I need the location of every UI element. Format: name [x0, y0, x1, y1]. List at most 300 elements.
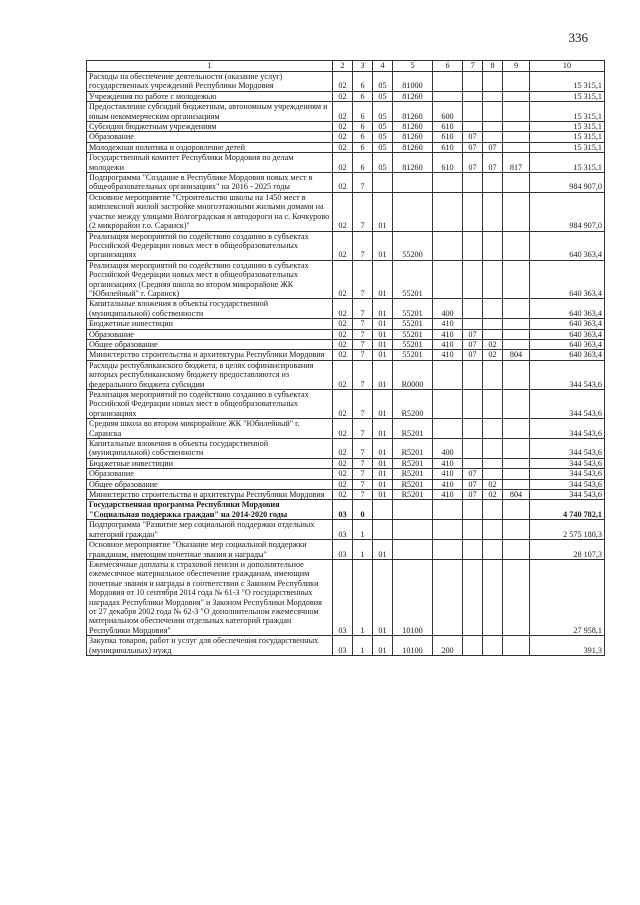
cell-c6: 400 — [433, 439, 463, 459]
cell-c5: 81260 — [393, 153, 433, 173]
cell-c4 — [373, 173, 393, 193]
cell-amount: 344 543,6 — [530, 390, 605, 419]
cell-c9 — [503, 390, 530, 419]
col-header: 1 — [87, 61, 333, 72]
cell-c5: R5201 — [393, 419, 433, 439]
cell-c9 — [503, 91, 530, 101]
table-row — [87, 419, 605, 439]
cell-c6 — [433, 72, 463, 92]
cell-c3: 6 — [353, 72, 373, 92]
cell-c6: 610 — [433, 142, 463, 152]
cell-c3: 7 — [353, 390, 373, 419]
cell-c2: 02 — [333, 329, 353, 339]
row-name: Капитальные вложения в объекты государственной (муниципальной) собственности — [87, 439, 333, 459]
cell-c2: 02 — [333, 479, 353, 489]
cell-amount: 344 543,6 — [530, 458, 605, 468]
cell-c4: 01 — [373, 260, 393, 299]
cell-c6 — [433, 173, 463, 193]
cell-c5: 81260 — [393, 102, 433, 122]
cell-amount: 344 543,6 — [530, 469, 605, 479]
table-row — [87, 260, 605, 299]
cell-c7 — [463, 390, 483, 419]
cell-c9: 817 — [503, 153, 530, 173]
cell-c8 — [483, 72, 503, 92]
cell-c4: 01 — [373, 360, 393, 389]
cell-c9 — [503, 419, 530, 439]
cell-c7 — [463, 439, 483, 459]
cell-c7 — [463, 102, 483, 122]
cell-c8 — [483, 319, 503, 329]
cell-amount: 15 315,1 — [530, 102, 605, 122]
cell-c5 — [393, 173, 433, 193]
cell-c6: 410 — [433, 469, 463, 479]
cell-c4: 01 — [373, 540, 393, 560]
cell-c7 — [463, 260, 483, 299]
cell-c9 — [503, 231, 530, 260]
cell-c5: R5201 — [393, 469, 433, 479]
cell-amount: 15 315,1 — [530, 122, 605, 132]
cell-c7: 07 — [463, 142, 483, 152]
cell-c5: 10100 — [393, 636, 433, 656]
cell-c4: 05 — [373, 102, 393, 122]
cell-c6: 610 — [433, 122, 463, 132]
cell-c3: 7 — [353, 260, 373, 299]
cell-c7: 07 — [463, 329, 483, 339]
cell-amount: 344 543,6 — [530, 419, 605, 439]
cell-c9 — [503, 299, 530, 319]
cell-c8 — [483, 500, 503, 520]
cell-c7: 07 — [463, 490, 483, 500]
cell-c5: 55201 — [393, 329, 433, 339]
cell-c9 — [503, 479, 530, 489]
cell-c5: 55201 — [393, 299, 433, 319]
cell-c9 — [503, 360, 530, 389]
cell-c2: 02 — [333, 299, 353, 319]
cell-c6 — [433, 192, 463, 231]
cell-c2: 02 — [333, 72, 353, 92]
cell-c9 — [503, 122, 530, 132]
row-name: Государственный комитет Республики Мордовия по делам молодежи — [87, 153, 333, 173]
cell-c4: 01 — [373, 458, 393, 468]
cell-c2: 02 — [333, 469, 353, 479]
cell-c5: 81260 — [393, 142, 433, 152]
cell-c3: 6 — [353, 91, 373, 101]
cell-c7: 07 — [463, 153, 483, 173]
cell-c3: 1 — [353, 540, 373, 560]
cell-c8 — [483, 469, 503, 479]
cell-c8 — [483, 260, 503, 299]
cell-c8: 07 — [483, 153, 503, 173]
cell-c4: 05 — [373, 153, 393, 173]
table-row — [87, 520, 605, 540]
row-name: Образование — [87, 469, 333, 479]
cell-c3: 6 — [353, 122, 373, 132]
cell-c8 — [483, 102, 503, 122]
cell-c7 — [463, 360, 483, 389]
table-row — [87, 319, 605, 329]
cell-amount: 640 363,4 — [530, 350, 605, 360]
cell-c6 — [433, 360, 463, 389]
cell-c5 — [393, 192, 433, 231]
cell-c6: 600 — [433, 102, 463, 122]
cell-c6: 410 — [433, 458, 463, 468]
cell-c7 — [463, 419, 483, 439]
cell-c4: 01 — [373, 559, 393, 635]
cell-c4: 01 — [373, 329, 393, 339]
cell-c7: 07 — [463, 479, 483, 489]
cell-c8 — [483, 458, 503, 468]
cell-c8 — [483, 91, 503, 101]
cell-c2: 02 — [333, 173, 353, 193]
col-header: 7 — [463, 61, 483, 72]
cell-c6 — [433, 559, 463, 635]
cell-c9 — [503, 72, 530, 92]
row-name: Образование — [87, 132, 333, 142]
cell-amount: 15 315,1 — [530, 153, 605, 173]
table-row — [87, 299, 605, 319]
row-name: Основное мероприятие "Строительство школы на 1450 мест в комплексной жилой застройке многоэтажными жилыми домами на участке между улицами Волгоградская и автодороги на с. Кочкурово (2 микрорайон г.о. Саранск)" — [87, 192, 333, 231]
cell-c5: 81000 — [393, 72, 433, 92]
cell-c8 — [483, 419, 503, 439]
cell-c8 — [483, 360, 503, 389]
col-header: 2 — [333, 61, 353, 72]
cell-c3: 7 — [353, 329, 373, 339]
cell-amount: 640 363,4 — [530, 299, 605, 319]
cell-c4: 01 — [373, 479, 393, 489]
table-row — [87, 439, 605, 459]
cell-amount: 15 315,1 — [530, 132, 605, 142]
cell-c7 — [463, 458, 483, 468]
cell-c8: 02 — [483, 479, 503, 489]
cell-c7: 07 — [463, 339, 483, 349]
cell-c6: 410 — [433, 479, 463, 489]
row-name: Учреждения по работе с молодежью — [87, 91, 333, 101]
col-header: 8 — [483, 61, 503, 72]
cell-c4: 01 — [373, 419, 393, 439]
cell-c9 — [503, 559, 530, 635]
cell-c9: 804 — [503, 490, 530, 500]
table-row — [87, 72, 605, 92]
cell-c2: 02 — [333, 419, 353, 439]
cell-c8: 02 — [483, 339, 503, 349]
cell-c5 — [393, 540, 433, 560]
cell-c2: 02 — [333, 439, 353, 459]
table-row — [87, 231, 605, 260]
cell-c6 — [433, 500, 463, 520]
cell-c8: 07 — [483, 142, 503, 152]
cell-c7 — [463, 192, 483, 231]
cell-c2: 02 — [333, 350, 353, 360]
cell-c9 — [503, 439, 530, 459]
cell-c6 — [433, 390, 463, 419]
table-row — [87, 350, 605, 360]
cell-c4: 01 — [373, 339, 393, 349]
cell-c6: 410 — [433, 490, 463, 500]
col-header: 6 — [433, 61, 463, 72]
table-row — [87, 490, 605, 500]
cell-c2: 02 — [333, 390, 353, 419]
cell-c2: 02 — [333, 192, 353, 231]
cell-c6 — [433, 260, 463, 299]
cell-c3: 6 — [353, 142, 373, 152]
row-name: Государственная программа Республики Мордовия "Социальная поддержка граждан" на 2014-2020 годы — [87, 500, 333, 520]
cell-c6: 410 — [433, 319, 463, 329]
cell-c9 — [503, 132, 530, 142]
cell-c5: R5201 — [393, 458, 433, 468]
cell-c9 — [503, 520, 530, 540]
row-name: Закупка товаров, работ и услуг для обеспечения государственных (муниципальных) нужд — [87, 636, 333, 656]
cell-c3: 7 — [353, 419, 373, 439]
row-name: Средняя школа во втором микрорайоне ЖК "Юбилейный" г. Саранска — [87, 419, 333, 439]
cell-c5 — [393, 520, 433, 540]
cell-c9 — [503, 329, 530, 339]
cell-c2: 02 — [333, 260, 353, 299]
cell-amount: 344 543,6 — [530, 360, 605, 389]
row-name: Бюджетные инвестиции — [87, 319, 333, 329]
cell-c6: 610 — [433, 153, 463, 173]
cell-c4: 05 — [373, 142, 393, 152]
page-number: 336 — [568, 30, 588, 45]
row-name: Предоставление субсидий бюджетным, автономным учреждениям и иным некоммерческим организациям — [87, 102, 333, 122]
cell-c8 — [483, 540, 503, 560]
row-name: Подпрограмма "Создание в Республике Мордовия новых мест в общеобразовательных организациях" на 2016 - 2025 годы — [87, 173, 333, 193]
cell-c5: 55201 — [393, 350, 433, 360]
cell-c4: 05 — [373, 91, 393, 101]
cell-c7 — [463, 72, 483, 92]
cell-amount: 984 907,0 — [530, 173, 605, 193]
cell-c4: 05 — [373, 72, 393, 92]
col-header: 9 — [503, 61, 530, 72]
cell-c6 — [433, 231, 463, 260]
cell-c5: R0000 — [393, 360, 433, 389]
cell-c2: 02 — [333, 91, 353, 101]
cell-c4: 05 — [373, 122, 393, 132]
cell-c5: R5201 — [393, 439, 433, 459]
header-row — [87, 61, 605, 72]
cell-c5: 81260 — [393, 91, 433, 101]
cell-c8 — [483, 231, 503, 260]
table-row — [87, 360, 605, 389]
row-name: Капитальные вложения в объекты государственной (муниципальной) собственности — [87, 299, 333, 319]
table-row — [87, 390, 605, 419]
table-row — [87, 102, 605, 122]
cell-amount: 15 315,1 — [530, 142, 605, 152]
cell-c4: 01 — [373, 231, 393, 260]
cell-amount: 2 575 180,3 — [530, 520, 605, 540]
cell-c3: 0 — [353, 500, 373, 520]
cell-c8: 02 — [483, 490, 503, 500]
table-row — [87, 469, 605, 479]
cell-c9 — [503, 260, 530, 299]
cell-c3: 1 — [353, 559, 373, 635]
cell-c6: 200 — [433, 636, 463, 656]
cell-c4 — [373, 500, 393, 520]
cell-c9 — [503, 319, 530, 329]
cell-c4: 01 — [373, 390, 393, 419]
cell-c7 — [463, 91, 483, 101]
cell-c6: 610 — [433, 132, 463, 142]
cell-c5: 55201 — [393, 339, 433, 349]
row-name: Основное мероприятие "Оказание мер социальной поддержки гражданам, имеющим почетные звания и награды" — [87, 540, 333, 560]
row-name: Реализация мероприятий по содействию созданию в субъектах Российской Федерации новых мест в общеобразовательных организациях — [87, 390, 333, 419]
table-row — [87, 153, 605, 173]
cell-c7 — [463, 540, 483, 560]
cell-c5: R5201 — [393, 490, 433, 500]
cell-c4: 01 — [373, 192, 393, 231]
cell-c8 — [483, 636, 503, 656]
cell-c7 — [463, 559, 483, 635]
cell-c4: 01 — [373, 636, 393, 656]
cell-amount: 15 315,1 — [530, 91, 605, 101]
cell-c7 — [463, 299, 483, 319]
cell-c4: 01 — [373, 350, 393, 360]
cell-amount: 4 740 782,1 — [530, 500, 605, 520]
cell-c7 — [463, 173, 483, 193]
table-row — [87, 91, 605, 101]
cell-c4: 01 — [373, 439, 393, 459]
cell-amount: 15 315,1 — [530, 72, 605, 92]
cell-c6 — [433, 540, 463, 560]
cell-c2: 03 — [333, 520, 353, 540]
cell-c2: 02 — [333, 360, 353, 389]
cell-amount: 640 363,4 — [530, 260, 605, 299]
cell-c6: 410 — [433, 350, 463, 360]
cell-c3: 7 — [353, 479, 373, 489]
cell-c2: 02 — [333, 490, 353, 500]
cell-c3: 6 — [353, 153, 373, 173]
cell-c8 — [483, 329, 503, 339]
cell-amount: 640 363,4 — [530, 319, 605, 329]
cell-c9 — [503, 540, 530, 560]
cell-c2: 02 — [333, 122, 353, 132]
cell-c6: 410 — [433, 339, 463, 349]
cell-amount: 344 543,6 — [530, 439, 605, 459]
cell-c7: 07 — [463, 469, 483, 479]
cell-c9 — [503, 173, 530, 193]
table-row — [87, 329, 605, 339]
table-row — [87, 636, 605, 656]
cell-amount: 640 363,4 — [530, 231, 605, 260]
cell-c3: 7 — [353, 469, 373, 479]
cell-c5: 10100 — [393, 559, 433, 635]
cell-c3: 1 — [353, 520, 373, 540]
cell-c3: 1 — [353, 636, 373, 656]
cell-c8: 02 — [483, 350, 503, 360]
cell-c2: 03 — [333, 559, 353, 635]
col-header: 5 — [393, 61, 433, 72]
table-row — [87, 540, 605, 560]
row-name: Субсидии бюджетным учреждениям — [87, 122, 333, 132]
cell-c3: 7 — [353, 360, 373, 389]
cell-c6 — [433, 419, 463, 439]
cell-amount: 640 363,4 — [530, 339, 605, 349]
row-name: Расходы республиканского бюджета, в целях софинансирования которых республиканскому бюджету предоставляются из федерального бюджета субсидии — [87, 360, 333, 389]
table-row — [87, 559, 605, 635]
cell-c3: 6 — [353, 102, 373, 122]
cell-c7 — [463, 122, 483, 132]
cell-c5: 81260 — [393, 132, 433, 142]
cell-c2: 02 — [333, 319, 353, 329]
cell-c5: 55200 — [393, 231, 433, 260]
cell-c2: 02 — [333, 458, 353, 468]
row-name: Бюджетные инвестиции — [87, 458, 333, 468]
row-name: Министерство строительства и архитектуры Республики Мордовия — [87, 350, 333, 360]
cell-c9 — [503, 339, 530, 349]
table-row — [87, 173, 605, 193]
cell-c2: 03 — [333, 500, 353, 520]
cell-c2: 02 — [333, 132, 353, 142]
row-name: Образование — [87, 329, 333, 339]
cell-c5: 55201 — [393, 319, 433, 329]
cell-c8 — [483, 122, 503, 132]
cell-c4: 05 — [373, 132, 393, 142]
cell-amount: 344 543,6 — [530, 479, 605, 489]
col-header: 4 — [373, 61, 393, 72]
col-header: 10 — [530, 61, 605, 72]
cell-c6 — [433, 520, 463, 540]
cell-c8 — [483, 173, 503, 193]
cell-c7 — [463, 636, 483, 656]
row-name: Общее образование — [87, 339, 333, 349]
cell-c8 — [483, 132, 503, 142]
cell-c2: 02 — [333, 153, 353, 173]
cell-c2: 02 — [333, 102, 353, 122]
cell-c9: 804 — [503, 350, 530, 360]
table-row — [87, 458, 605, 468]
cell-c8 — [483, 559, 503, 635]
cell-c3: 7 — [353, 439, 373, 459]
cell-c9 — [503, 192, 530, 231]
table-row — [87, 500, 605, 520]
table-row — [87, 339, 605, 349]
cell-c3: 6 — [353, 132, 373, 142]
cell-c3: 7 — [353, 458, 373, 468]
cell-c2: 02 — [333, 231, 353, 260]
cell-c5: R5201 — [393, 479, 433, 489]
cell-c7 — [463, 500, 483, 520]
cell-c3: 7 — [353, 192, 373, 231]
row-name: Молодежная политика и оздоровление детей — [87, 142, 333, 152]
cell-c2: 03 — [333, 540, 353, 560]
cell-c7 — [463, 319, 483, 329]
cell-c4: 01 — [373, 319, 393, 329]
cell-c7: 07 — [463, 350, 483, 360]
cell-amount: 344 543,6 — [530, 490, 605, 500]
cell-c7 — [463, 520, 483, 540]
cell-c3: 7 — [353, 231, 373, 260]
cell-amount: 27 958,1 — [530, 559, 605, 635]
cell-c6 — [433, 91, 463, 101]
cell-c9 — [503, 500, 530, 520]
cell-c8 — [483, 192, 503, 231]
cell-c3: 7 — [353, 173, 373, 193]
cell-c9 — [503, 458, 530, 468]
row-name: Реализация мероприятий по содействию созданию в субъектах Российской Федерации новых мест в общеобразовательных организациях — [87, 231, 333, 260]
cell-c2: 03 — [333, 636, 353, 656]
cell-c9 — [503, 636, 530, 656]
cell-c2: 02 — [333, 339, 353, 349]
cell-amount: 984 907,0 — [530, 192, 605, 231]
cell-c8 — [483, 439, 503, 459]
cell-c3: 7 — [353, 319, 373, 329]
cell-c5: R5200 — [393, 390, 433, 419]
table-row — [87, 132, 605, 142]
cell-c4 — [373, 520, 393, 540]
cell-c5 — [393, 500, 433, 520]
table-row — [87, 142, 605, 152]
cell-c6: 410 — [433, 329, 463, 339]
row-name: Расходы на обеспечение деятельности (оказание услуг) государственных учреждений Республики Мордовия — [87, 72, 333, 92]
